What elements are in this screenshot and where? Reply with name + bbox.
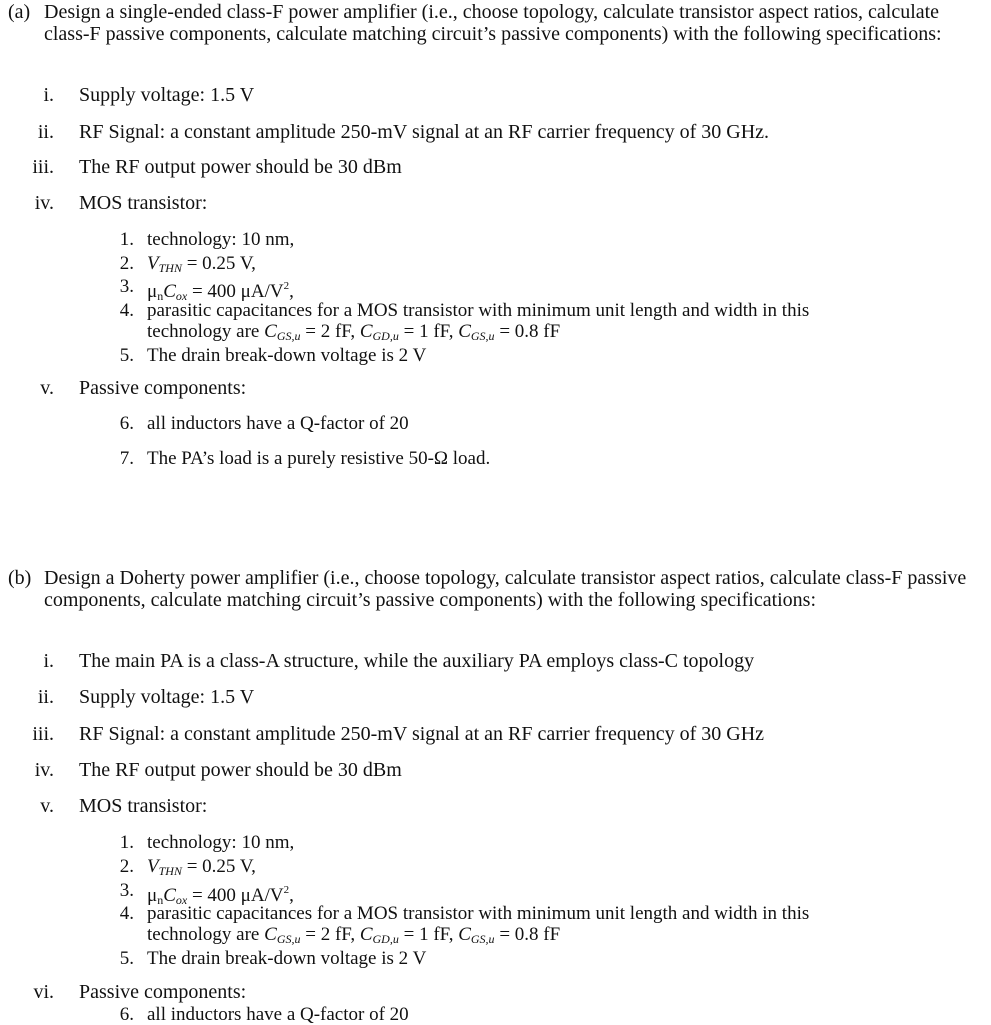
spec-number: iv. bbox=[34, 192, 54, 214]
spec-number: vi. bbox=[33, 981, 54, 1003]
spec-text: Supply voltage: 1.5 V bbox=[79, 84, 255, 106]
part-b-label: (b) bbox=[8, 567, 32, 589]
spec-number: iii. bbox=[32, 156, 54, 178]
spec-number: v. bbox=[40, 377, 54, 399]
passive-item-text: all inductors have a Q-factor of 20 bbox=[147, 1004, 409, 1025]
spec-text: Supply voltage: 1.5 V bbox=[79, 686, 255, 708]
process-parameter: μnCox = 400 $\mu A/V^2$, bbox=[147, 280, 294, 303]
spec-number: iv. bbox=[34, 759, 54, 781]
spec-text: MOS transistor: bbox=[79, 795, 208, 817]
mos-item-number: 4. bbox=[119, 903, 134, 924]
mos-item-number: 5. bbox=[119, 948, 134, 969]
passive-item-text: all inductors have a Q-factor of 20 bbox=[147, 413, 409, 434]
spec-text: The RF output power should be 30 dBm bbox=[79, 156, 402, 178]
mos-item-number: 3. bbox=[119, 880, 134, 901]
mos-item-text: The drain break-down voltage is 2 V bbox=[147, 345, 427, 366]
passive-item-text: The PA’s load is a purely resistive 50-Ω load. bbox=[147, 448, 491, 469]
spec-text: Passive components: bbox=[79, 981, 247, 1003]
parasitic-caps-line2: technology are CGS,u = 2 fF, CGD,u = 1 fF, CGS,u = 0.8 fF bbox=[147, 321, 561, 343]
process-parameter: μnCox = 400 $\mu A/V^2$, bbox=[147, 884, 294, 907]
threshold-voltage: VTHN = 0.25 V, bbox=[147, 253, 256, 275]
mos-item-number: 1. bbox=[119, 229, 134, 250]
passive-item-number: 7. bbox=[119, 448, 134, 469]
spec-number: iii. bbox=[32, 723, 54, 745]
part-a-label: (a) bbox=[8, 1, 31, 23]
mos-item-text: technology: 10 nm, bbox=[147, 229, 295, 250]
spec-number: ii. bbox=[37, 686, 54, 708]
mos-item-text: The drain break-down voltage is 2 V bbox=[147, 948, 427, 969]
spec-number: i. bbox=[43, 84, 54, 106]
mos-item-number: 4. bbox=[119, 300, 134, 321]
mos-item-number: 1. bbox=[119, 832, 134, 853]
part-b-heading bbox=[8, 567, 983, 611]
spec-number: ii. bbox=[37, 121, 54, 143]
passive-item-number: 6. bbox=[119, 1004, 134, 1025]
parasitic-caps-line1: parasitic capacitances for a MOS transistor with minimum unit length and width in this bbox=[147, 903, 810, 924]
spec-text: MOS transistor: bbox=[79, 192, 208, 214]
mos-item-number: 2. bbox=[119, 253, 134, 274]
spec-text: The main PA is a class-A structure, while the auxiliary PA employs class-C topology bbox=[79, 650, 755, 672]
spec-number: v. bbox=[40, 795, 54, 817]
part-a-heading bbox=[8, 1, 983, 45]
parasitic-caps-line1: parasitic capacitances for a MOS transistor with minimum unit length and width in this bbox=[147, 300, 810, 321]
threshold-voltage: VTHN = 0.25 V, bbox=[147, 856, 256, 878]
spec-text: The RF output power should be 30 dBm bbox=[79, 759, 402, 781]
spec-number: i. bbox=[43, 650, 54, 672]
passive-item-number: 6. bbox=[119, 413, 134, 434]
parasitic-caps-line2: technology are CGS,u = 2 fF, CGD,u = 1 fF, CGS,u = 0.8 fF bbox=[147, 924, 561, 946]
spec-text: RF Signal: a constant amplitude 250-mV signal at an RF carrier frequency of 30 GHz. bbox=[79, 121, 770, 143]
mos-item-number: 2. bbox=[119, 856, 134, 877]
part-a-intro: Design a single-ended class-F power amplifier (i.e., choose topology, calculate transistor aspect ratios, calculate class-F passive components, calculate matching circuit’s passive components) with the following specifications: bbox=[44, 1, 942, 45]
spec-text: RF Signal: a constant amplitude 250-mV signal at an RF carrier frequency of 30 GHz bbox=[79, 723, 765, 745]
part-b-intro: Design a Doherty power amplifier (i.e., choose topology, calculate transistor aspect ratios, calculate class-F passive components, calculate matching circuit’s passive components) with the following specifications: bbox=[44, 567, 967, 611]
spec-text: Passive components: bbox=[79, 377, 247, 399]
mos-item-text: technology: 10 nm, bbox=[147, 832, 295, 853]
mos-item-number: 5. bbox=[119, 345, 134, 366]
mos-item-number: 3. bbox=[119, 276, 134, 297]
